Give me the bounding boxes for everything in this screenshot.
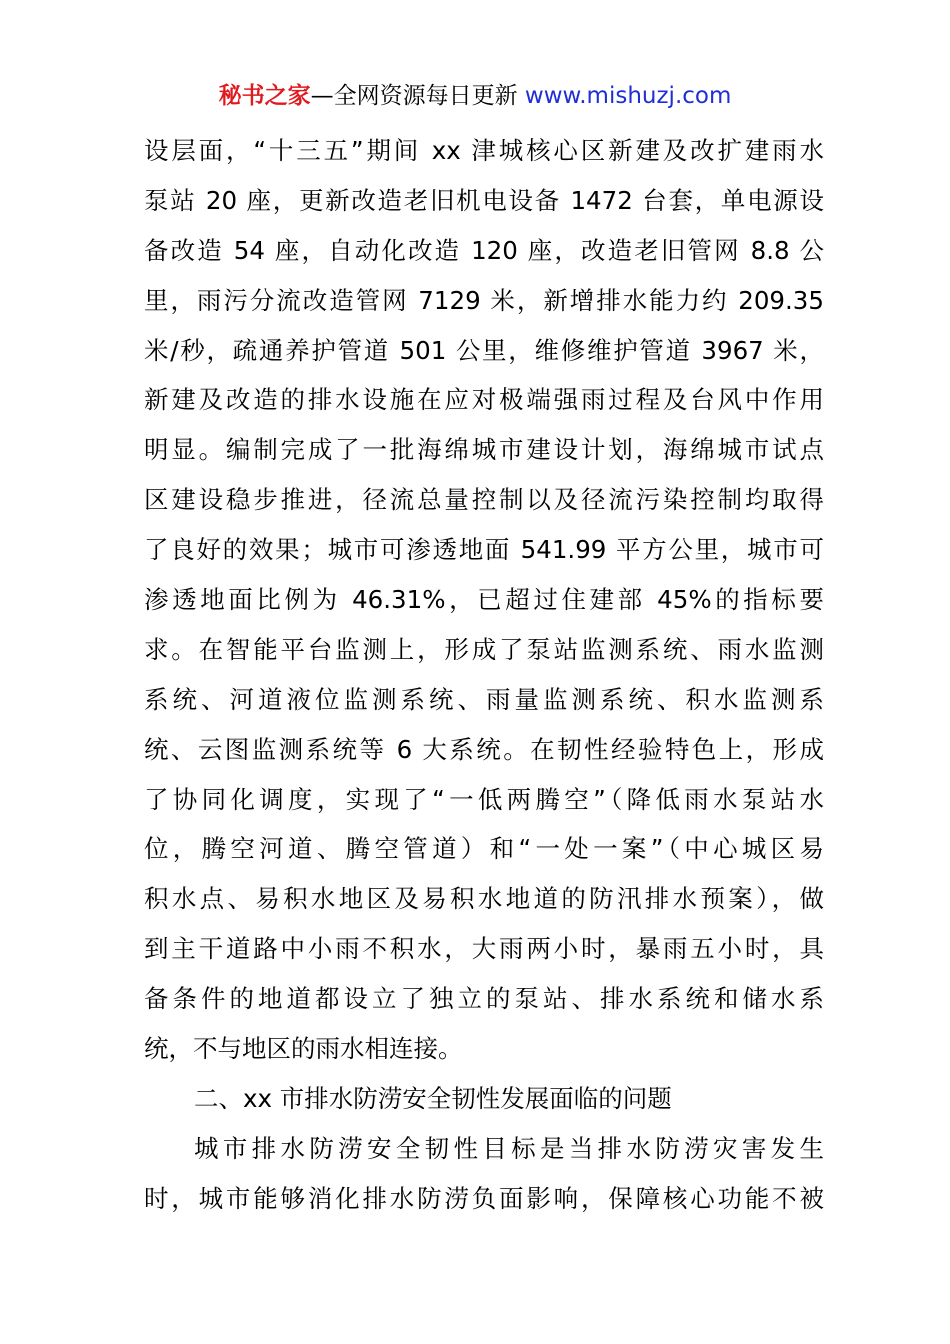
paragraph-line: 系统、河道液位监测系统、雨量监测系统、积水监测系: [144, 684, 824, 714]
section-heading: 二、xx 市排水防涝安全韧性发展面临的问题: [194, 1083, 672, 1113]
paragraph-line: 明显。编制完成了一批海绵城市建设计划，海绵城市试点: [144, 435, 824, 465]
paragraph-line: 统、云图监测系统等 6 大系统。在韧性经验特色上，形成: [144, 734, 824, 764]
paragraph-line: 积水点、易积水地区及易积水地道的防汛排水预案），做: [144, 884, 824, 914]
paragraph-line: 新建及改造的排水设施在应对极端强雨过程及台风中作用: [144, 385, 824, 415]
site-url-link[interactable]: www.mishuzj.com: [524, 83, 732, 109]
site-header: [0, 80, 950, 112]
paragraph-line: 里，雨污分流改造管网 7129 米，新增排水能力约 209.35: [144, 285, 824, 315]
paragraph-line: 了协同化调度，实现了“一低两腾空”（降低雨水泵站水: [144, 784, 824, 814]
paragraph-line: 备改造 54 座，自动化改造 120 座，改造老旧管网 8.8 公: [144, 235, 824, 265]
paragraph-line: 设层面，“十三五”期间 xx 津城核心区新建及改扩建雨水: [144, 136, 824, 165]
paragraph-line: 时，城市能够消化排水防涝负面影响，保障核心功能不被: [144, 1183, 824, 1213]
paragraph-line: 求。在智能平台监测上，形成了泵站监测系统、雨水监测: [144, 634, 824, 664]
brand-name: 秘书之家: [218, 83, 311, 109]
paragraph-line: 城市排水防涝安全韧性目标是当排水防涝灾害发生: [194, 1133, 824, 1163]
paragraph-line: 米/秒，疏通养护管道 501 公里，维修维护管道 3967 米，: [144, 335, 824, 365]
paragraph-line: 渗透地面比例为 46.31%，已超过住建部 45%的指标要: [144, 585, 824, 615]
document-body: [144, 126, 824, 1224]
header-tagline: —全网资源每日更新: [310, 83, 518, 109]
paragraph-line: 了良好的效果；城市可渗透地面 541.99 平方公里，城市可: [144, 535, 824, 565]
paragraph-line: 区建设稳步推进，径流总量控制以及径流污染控制均取得: [144, 485, 824, 515]
paragraph-last-line: 统，不与地区的雨水相连接。: [144, 1034, 463, 1064]
paragraph-line: 到主干道路中小雨不积水，大雨两小时，暴雨五小时，具: [144, 934, 824, 964]
paragraph-line: 泵站 20 座，更新改造老旧机电设备 1472 台套，单电源设: [144, 185, 824, 215]
paragraph-line: 备条件的地道都设立了独立的泵站、排水系统和储水系: [144, 984, 824, 1014]
paragraph-line: 位，腾空河道、腾空管道）和“一处一案”（中心城区易: [144, 834, 824, 864]
